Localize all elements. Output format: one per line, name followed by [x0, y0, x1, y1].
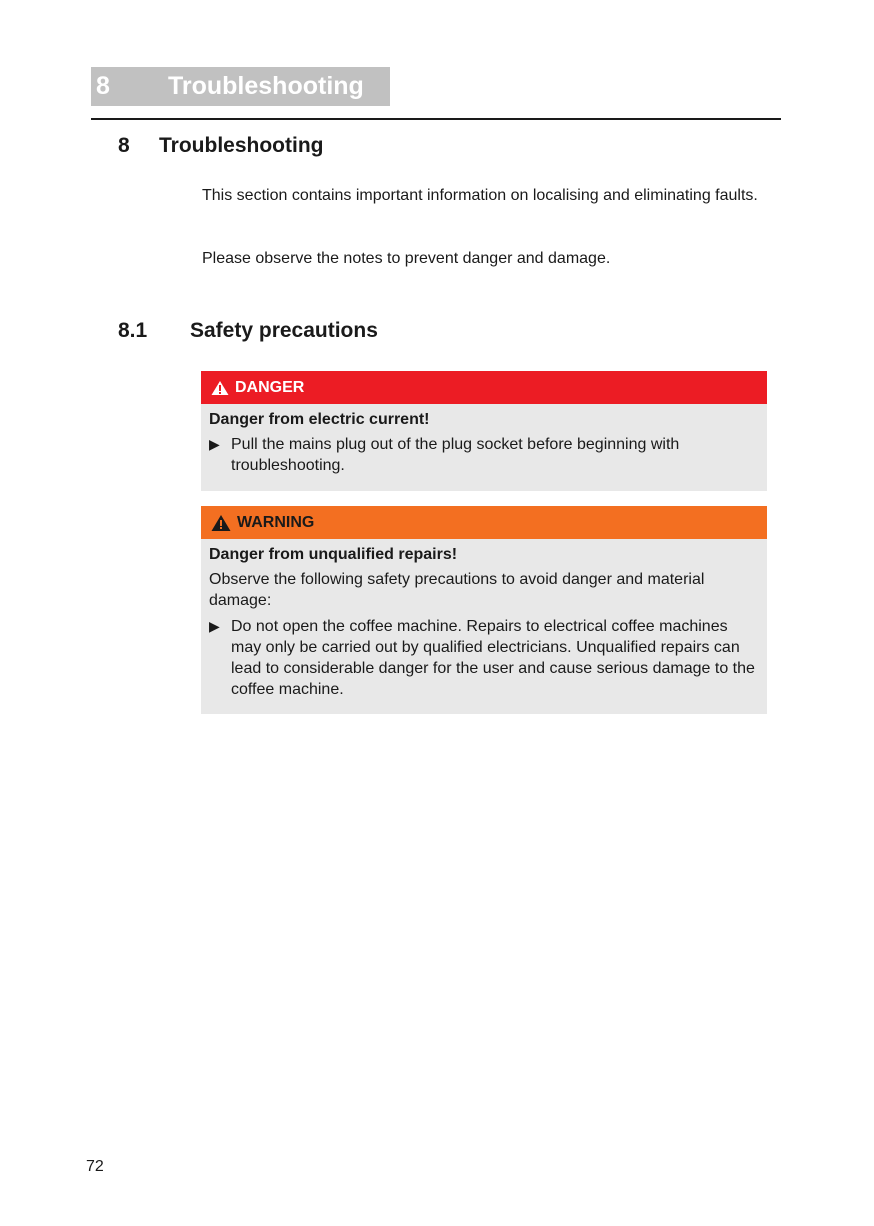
danger-instruction	[209, 434, 759, 476]
intro-paragraph: This section contains important information on localising and eliminating faults.	[202, 187, 758, 204]
danger-header	[201, 371, 767, 404]
intro-note: Please observe the notes to prevent danger and damage.	[202, 250, 611, 267]
chapter-tab-number: 8	[96, 72, 110, 100]
danger-box	[201, 371, 767, 491]
warning-triangle-icon	[211, 380, 229, 396]
arrow-right-icon: ▶	[209, 618, 220, 634]
danger-title: Danger from electric current!	[209, 411, 430, 428]
arrow-right-icon: ▶	[209, 436, 220, 452]
warning-label: WARNING	[237, 513, 315, 531]
danger-label: DANGER	[235, 378, 305, 396]
chapter-tab	[91, 67, 390, 106]
warning-triangle-icon	[211, 514, 231, 532]
warning-instruction-text: Do not open the coffee machine. Repairs to electrical coffee machines may only be carried out by qualified electricians. Unqualified repairs can lead to considerable danger for the user and cause serious damage to the coffee machine.	[231, 618, 755, 698]
warning-box	[201, 506, 767, 714]
danger-instruction-text: Pull the mains plug out of the plug socket before beginning with troubleshooting.	[231, 436, 680, 474]
warning-header	[201, 506, 767, 539]
chapter-tab-title: Troubleshooting	[168, 72, 364, 100]
warning-instruction	[209, 616, 759, 700]
warning-title: Danger from unqualified repairs!	[209, 546, 458, 563]
page-number: 72	[86, 1158, 104, 1175]
subsection-title: Safety precautions	[190, 319, 378, 342]
warning-text: Observe the following safety precautions to avoid danger and material damage:	[209, 571, 705, 609]
header-rule	[91, 118, 781, 120]
section-title: Troubleshooting	[159, 134, 324, 157]
section-number: 8	[118, 134, 130, 157]
subsection-number: 8.1	[118, 319, 148, 342]
